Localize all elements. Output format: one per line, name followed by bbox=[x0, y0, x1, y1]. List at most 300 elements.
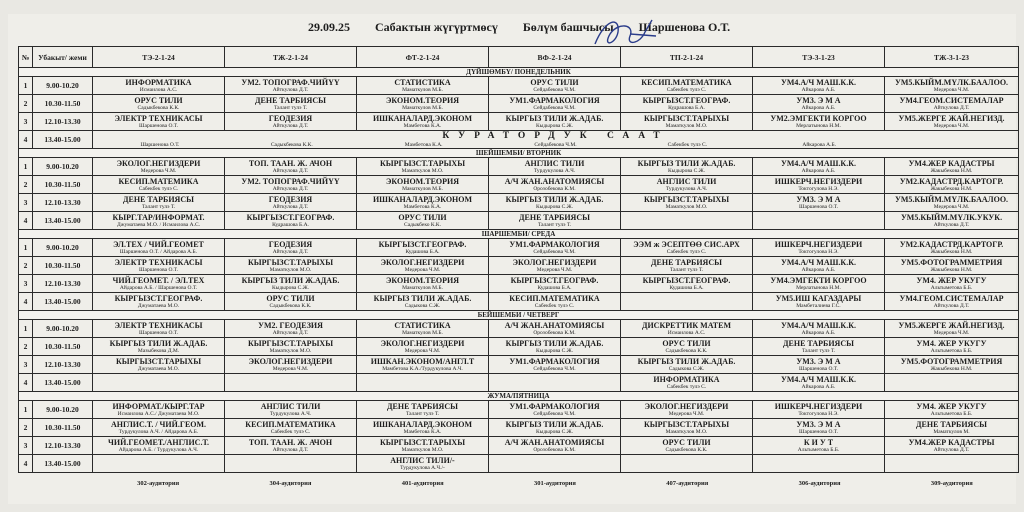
auditorium-label: 407-аудитория bbox=[666, 480, 709, 487]
lesson-cell bbox=[885, 194, 1019, 212]
lesson-row bbox=[19, 374, 1019, 392]
teacher-name: Айкарова А.Б. bbox=[801, 105, 836, 111]
teacher-name: Кыдырова С.Ж. bbox=[535, 204, 574, 210]
subject-name: ОРУС ТИЛИ bbox=[266, 294, 315, 303]
teacher-name: Джуматаева М.О. bbox=[137, 303, 180, 309]
teacher-name: Альтыметова Б.Б. bbox=[930, 285, 973, 291]
lesson-cell bbox=[357, 257, 489, 275]
subject-name: ЭКОЛОГ.НЕГИЗДЕРИ bbox=[380, 258, 465, 267]
teacher-name: Жакыбекова Н.М. bbox=[930, 267, 973, 273]
lesson-number: 3 bbox=[19, 356, 33, 374]
teacher-name: Садыкбекова К.К. bbox=[270, 142, 313, 148]
subject-name: УМ5.КЫЙМ.МҮЛК.БААЛОО. bbox=[894, 78, 1009, 87]
teacher-name: Айткулова Д.Т. bbox=[272, 330, 309, 336]
teacher-name: Айкарова А.Б. bbox=[801, 267, 836, 273]
lesson-time: 12.10-13.30 bbox=[33, 194, 93, 212]
lesson-cell bbox=[93, 212, 225, 230]
lesson-cell bbox=[489, 374, 621, 392]
subject-name: К И У Т bbox=[803, 438, 834, 447]
teacher-name: Медерова Ч.М. bbox=[404, 348, 441, 354]
lesson-cell bbox=[885, 176, 1019, 194]
teacher-name: Медерова Ч.М. bbox=[933, 87, 970, 93]
lesson-cell bbox=[621, 437, 753, 455]
subject-name: УМ3. Э М А bbox=[796, 420, 841, 429]
subject-name: КЫРГЫЗСТ.ГЕОГРАФ. bbox=[246, 213, 335, 222]
lesson-cell bbox=[225, 455, 357, 473]
teacher-name: Маматкулов М.Б. bbox=[402, 105, 443, 111]
lesson-row bbox=[19, 239, 1019, 257]
subject-name: ИНФОРМАТИКА bbox=[125, 78, 192, 87]
day-name: БЕЙШЕМБИ / ЧЕТВЕРГ bbox=[19, 311, 1019, 320]
lesson-time: 10.30-11.50 bbox=[33, 338, 93, 356]
lesson-cell bbox=[885, 239, 1019, 257]
lesson-cell bbox=[621, 257, 753, 275]
col-group: ТЖ-3-1-23 bbox=[885, 47, 1019, 68]
subject-name: ГЕОДЕЗИЯ bbox=[268, 195, 313, 204]
teacher-name: Талант тулэ Т. bbox=[669, 267, 704, 273]
subject-name: УМ5.КЫЙМ.МҮЛК.БААЛОО. bbox=[894, 195, 1009, 204]
lesson-cell bbox=[621, 113, 753, 131]
lesson-cell bbox=[489, 95, 621, 113]
lesson-row bbox=[19, 320, 1019, 338]
lesson-number: 1 bbox=[19, 401, 33, 419]
lesson-cell bbox=[885, 419, 1019, 437]
subject-name: УМ3. Э М А bbox=[796, 357, 841, 366]
subject-name: ОРУС ТИЛИ bbox=[662, 339, 711, 348]
teacher-name: Кудрашова Б.А. bbox=[668, 105, 705, 111]
curator-hour bbox=[93, 131, 1019, 149]
subject-name: УМ4.ГЕОМ.СИСТЕМАЛАР bbox=[899, 96, 1004, 105]
teacher-name: Маматкулов М. bbox=[933, 429, 970, 435]
subject-name: ОРУС ТИЛИ bbox=[530, 78, 579, 87]
lesson-number: 2 bbox=[19, 257, 33, 275]
lesson-row bbox=[19, 158, 1019, 176]
lesson-number: 4 bbox=[19, 374, 33, 392]
teacher-name: Шаршенова О.Т. bbox=[139, 330, 178, 336]
head-name: Шаршенова О.Т. bbox=[638, 20, 731, 34]
lesson-cell bbox=[489, 338, 621, 356]
subject-name: УМ2.ЭМГЕКТИ КОРГОО bbox=[770, 114, 867, 123]
teacher-name: Альтыметова Б.Б. bbox=[797, 447, 840, 453]
auditorium-label: 301-аудитория bbox=[534, 480, 576, 487]
lesson-row bbox=[19, 131, 1019, 149]
lesson-cell bbox=[489, 212, 621, 230]
teacher-name: Сабекбек тулэ С. bbox=[667, 142, 708, 148]
lesson-cell bbox=[357, 194, 489, 212]
lesson-number: 3 bbox=[19, 113, 33, 131]
day-name: ДҮЙШӨМБҮ/ ПОНЕДЕЛЬНИК bbox=[19, 68, 1019, 77]
day-name: ЖУМА/ПЯТНИЦА bbox=[19, 392, 1019, 401]
subject-name: ДЕНЕ ТАРБИЯСЫ bbox=[519, 213, 590, 222]
lesson-cell bbox=[753, 293, 885, 311]
lesson-cell bbox=[621, 455, 753, 473]
subject-name: КЫРГЫЗ ТИЛИ Ж.АДАБ. bbox=[505, 339, 604, 348]
lesson-row bbox=[19, 176, 1019, 194]
day-row bbox=[19, 230, 1019, 239]
lesson-cell bbox=[93, 320, 225, 338]
subject-name: ДЕНЕ ТАРБИЯСЫ bbox=[387, 402, 458, 411]
lesson-cell bbox=[753, 239, 885, 257]
subject-name: ОРУС ТИЛИ bbox=[398, 213, 447, 222]
day-row bbox=[19, 68, 1019, 77]
subject-name: ОРУС ТИЛИ bbox=[662, 438, 711, 447]
lesson-cell bbox=[753, 158, 885, 176]
day-name: ШЕЙШЕМБИ/ ВТОРНИК bbox=[19, 149, 1019, 158]
subject-name: ИШКАНАЛАРД.ЭКОНОМ bbox=[372, 114, 473, 123]
subject-name: КЫРГ.ТАР/ИНФОРМАТ. bbox=[112, 213, 205, 222]
teacher-name: Маматкулов М.О. bbox=[665, 429, 708, 435]
subject-name: КЫРГЫЗСТ.ТАРЫХЫ bbox=[379, 438, 466, 447]
lesson-cell bbox=[885, 338, 1019, 356]
teacher-name: Кыдырова С.Ж. bbox=[535, 429, 574, 435]
lesson-cell bbox=[357, 212, 489, 230]
lesson-cell bbox=[357, 374, 489, 392]
lesson-cell bbox=[885, 275, 1019, 293]
lesson-cell bbox=[357, 158, 489, 176]
teacher-name: Айткулова Д.Т. bbox=[272, 168, 309, 174]
teacher-name: Турдукулова А.Ч. bbox=[533, 168, 576, 174]
teacher-name: Орозобекова К.М. bbox=[533, 186, 576, 192]
subject-name: УМ1.ФАРМАКОЛОГИЯ bbox=[509, 402, 600, 411]
lesson-number: 1 bbox=[19, 320, 33, 338]
subject-name: ЧИЙ.ГЕОМЕТ. / ЭЛ.ТЕХ bbox=[112, 276, 205, 285]
teacher-name: Айкарова А.Б. bbox=[801, 330, 836, 336]
subject-name: КЫРГЫЗСТ.ТАРЫХЫ bbox=[643, 114, 730, 123]
subject-name: ГЕОДЕЗИЯ bbox=[268, 240, 313, 249]
lesson-cell bbox=[753, 338, 885, 356]
lesson-row bbox=[19, 338, 1019, 356]
subject-name: УМ5.ЖЕРГЕ ЖАЙ.НЕГИЗД. bbox=[898, 114, 1005, 123]
subject-name: А/Ч ЖАН.АНАТОМИЯСЫ bbox=[504, 321, 605, 330]
lesson-cell bbox=[753, 176, 885, 194]
col-group: ТЭ-3-1-23 bbox=[753, 47, 885, 68]
subject-name: ТОП. ТААН. Ж. АЧОН bbox=[248, 159, 333, 168]
teacher-name: Айткулова Д.Т. bbox=[933, 303, 970, 309]
head-label: Бөлүм башчысы bbox=[522, 20, 614, 34]
day-name: ШАРШЕМБИ/ СРЕДА bbox=[19, 230, 1019, 239]
lesson-cell bbox=[621, 338, 753, 356]
subject-name: ЭКОЛОГ.НЕГИЗДЕРИ bbox=[512, 258, 597, 267]
subject-name: УМ5.ИШ КАГАЗДАРЫ bbox=[775, 294, 862, 303]
lesson-cell bbox=[621, 194, 753, 212]
teacher-name: Сейдабекова Ч.М. bbox=[534, 142, 577, 148]
subject-name: КЫРГЫЗ ТИЛИ Ж.АДАБ. bbox=[637, 159, 736, 168]
lesson-number: 3 bbox=[19, 194, 33, 212]
day-row bbox=[19, 392, 1019, 401]
teacher-name: Кыдырова С.Ж. bbox=[667, 168, 706, 174]
auditorium-row bbox=[18, 480, 1018, 487]
lesson-cell bbox=[489, 356, 621, 374]
lesson-cell bbox=[489, 176, 621, 194]
teacher-name: Кыдырова С.Ж. bbox=[535, 123, 574, 129]
subject-name: УМ2.КАДАСТРД.КАРТОГР. bbox=[899, 240, 1004, 249]
subject-name: УМ5.ЖЕРГЕ ЖАЙ.НЕГИЗД. bbox=[898, 321, 1005, 330]
teacher-name: Айткулова Д.Т. bbox=[933, 447, 970, 453]
teacher-name: Жакыбекова Н.М. bbox=[930, 186, 973, 192]
lesson-cell bbox=[225, 113, 357, 131]
lesson-cell bbox=[885, 356, 1019, 374]
lesson-cell bbox=[753, 419, 885, 437]
day-row bbox=[19, 311, 1019, 320]
subject-name: ДЕНЕ ТАРБИЯСЫ bbox=[783, 339, 854, 348]
subject-name: УМ4.ГЕОМ.СИСТЕМАЛАР bbox=[899, 294, 1004, 303]
lesson-cell bbox=[93, 275, 225, 293]
lesson-cell bbox=[225, 194, 357, 212]
schedule-table bbox=[18, 46, 1019, 473]
teacher-name bbox=[885, 142, 1017, 148]
teacher-name: Сейдабекова Ч.М. bbox=[533, 105, 576, 111]
subject-name: УМ1.ФАРМАКОЛОГИЯ bbox=[509, 96, 600, 105]
lesson-number: 2 bbox=[19, 419, 33, 437]
subject-name: ТОП. ТААН. Ж. АЧОН bbox=[248, 438, 333, 447]
subject-name: КЫРГЫЗСТ.ТАРЫХЫ bbox=[643, 420, 730, 429]
department-title: Сабактын жүгүртмөсү bbox=[375, 20, 498, 34]
lesson-cell bbox=[753, 95, 885, 113]
teacher-name: Мамбетова К.А. bbox=[403, 123, 442, 129]
teacher-name: Медерова Ч.М. bbox=[933, 123, 970, 129]
lesson-row bbox=[19, 257, 1019, 275]
teacher-name: Мерлатынова Н.М. bbox=[796, 123, 841, 129]
lesson-cell bbox=[489, 320, 621, 338]
lesson-cell bbox=[885, 320, 1019, 338]
teacher-name: Садыкбеко К.К. bbox=[404, 222, 441, 228]
teacher-name: Айдарова А.Б. / Турдукулова А.Ч. bbox=[118, 447, 199, 453]
lesson-cell bbox=[225, 77, 357, 95]
subject-name: ДЕНЕ ТАРБИЯСЫ bbox=[651, 258, 722, 267]
teacher-name: Маматкулов М.О. bbox=[401, 168, 444, 174]
teacher-name: Мамбетова К.А. bbox=[403, 429, 442, 435]
lesson-time: 13.40-15.00 bbox=[33, 374, 93, 392]
lesson-row bbox=[19, 455, 1019, 473]
lesson-cell bbox=[885, 212, 1019, 230]
subject-name: УМ4. ЖЕР УКУГУ bbox=[916, 402, 987, 411]
lesson-cell bbox=[885, 257, 1019, 275]
subject-name: ИШКАНАЛАРД.ЭКОНОМ bbox=[372, 195, 473, 204]
subject-name: УМ4.А/Ч МАШ.К.К. bbox=[780, 78, 856, 87]
subject-name: КЫРГЫЗСТ.ГЕОГРАФ. bbox=[378, 240, 467, 249]
teacher-name: Исмаилова А.С. bbox=[139, 87, 178, 93]
teacher-name: Мерлатынова Н.М. bbox=[796, 285, 841, 291]
lesson-number: 4 bbox=[19, 293, 33, 311]
teacher-name: Турдукулова А.Ч. bbox=[269, 411, 312, 417]
subject-name: УМ2. ГЕОДЕЗИЯ bbox=[258, 321, 323, 330]
lesson-cell bbox=[753, 437, 885, 455]
lesson-cell bbox=[621, 158, 753, 176]
lesson-cell bbox=[225, 158, 357, 176]
lesson-number: 1 bbox=[19, 158, 33, 176]
col-group: ФТ-2-1-24 bbox=[357, 47, 489, 68]
subject-name: КЫРГЫЗСТ.ТАРЫХЫ bbox=[247, 339, 334, 348]
lesson-time: 10.30-11.50 bbox=[33, 176, 93, 194]
auditorium-label: 401-аудитория bbox=[401, 480, 444, 487]
teacher-name: Айткулова Д.Т. bbox=[272, 249, 309, 255]
teacher-name: Мамбетова К.А./Турдукулова А.Ч. bbox=[382, 366, 463, 372]
lesson-cell bbox=[357, 455, 489, 473]
teacher-name: Шаршенова О.Т. bbox=[140, 142, 180, 148]
lesson-cell bbox=[225, 338, 357, 356]
lesson-cell bbox=[621, 176, 753, 194]
lesson-time: 13.40-15.00 bbox=[33, 455, 93, 473]
teacher-name: Альтыметова Б.Б. bbox=[930, 348, 973, 354]
lesson-cell bbox=[93, 257, 225, 275]
lesson-cell bbox=[621, 212, 753, 230]
lesson-cell bbox=[93, 419, 225, 437]
lesson-cell bbox=[885, 374, 1019, 392]
lesson-cell bbox=[357, 419, 489, 437]
teacher-name: Токтогулова Н.Э. bbox=[798, 249, 839, 255]
subject-name: ДИСКРЕТТИК МАТЕМ bbox=[641, 321, 732, 330]
lesson-time: 9.00-10.20 bbox=[33, 158, 93, 176]
teacher-name: Сабекбек тулэ С. bbox=[138, 186, 179, 192]
lesson-cell bbox=[225, 95, 357, 113]
lesson-cell bbox=[225, 293, 357, 311]
lesson-cell bbox=[225, 275, 357, 293]
subject-name: УМ4.А/Ч МАШ.К.К. bbox=[780, 321, 856, 330]
schedule-sheet bbox=[8, 14, 1016, 504]
auditorium-label: 309-аудитория bbox=[930, 480, 973, 487]
lesson-cell bbox=[225, 374, 357, 392]
lesson-cell bbox=[93, 293, 225, 311]
lesson-cell bbox=[357, 356, 489, 374]
lesson-cell bbox=[93, 437, 225, 455]
subject-name: КЫРГЫЗСТ.ГЕОГРАФ. bbox=[642, 96, 731, 105]
lesson-cell bbox=[621, 320, 753, 338]
subject-name: ЭКОЛОГ.НЕГИЗДЕРИ bbox=[380, 339, 465, 348]
lesson-row bbox=[19, 95, 1019, 113]
subject-name: КЫРГЫЗ ТИЛИ Ж.АДАБ. bbox=[505, 114, 604, 123]
lesson-cell bbox=[93, 338, 225, 356]
teacher-name: Медерова Ч.М. bbox=[668, 411, 705, 417]
lesson-cell bbox=[489, 293, 621, 311]
subject-name: ИНФОРМАТ./КЫРГ.ТАР bbox=[112, 402, 205, 411]
subject-name: АНГЛИС ТИЛИ/- bbox=[390, 456, 455, 465]
teacher-name: Маматкулов М.О. bbox=[665, 123, 708, 129]
teacher-name: Мамбеталиева Г.С. bbox=[796, 303, 841, 309]
subject-name: КЕСИП.МАТЕМАТИКА bbox=[641, 78, 732, 87]
lesson-cell bbox=[885, 95, 1019, 113]
teacher-name: Турдукулова А.Ч./- bbox=[400, 465, 445, 471]
subject-name: УМ5.КЫЙМ.МҮЛК.УКУК. bbox=[900, 213, 1003, 222]
subject-name: КЕСИП.МАТЕМАТИКА bbox=[509, 294, 600, 303]
lesson-number: 2 bbox=[19, 338, 33, 356]
lesson-cell bbox=[225, 401, 357, 419]
lesson-cell bbox=[885, 77, 1019, 95]
document-header bbox=[308, 20, 828, 44]
curator-names bbox=[94, 142, 1017, 148]
lesson-cell bbox=[93, 194, 225, 212]
auditorium-label: 306-аудитория bbox=[798, 480, 841, 487]
subject-name: КЫРГЫЗ ТИЛИ Ж.АДАБ. bbox=[505, 420, 604, 429]
subject-name: УМ4.А/Ч МАШ.К.К. bbox=[780, 159, 856, 168]
subject-name: ЭКОЛОГ.НЕГИЗДЕРИ bbox=[116, 159, 201, 168]
lesson-cell bbox=[93, 356, 225, 374]
lesson-cell bbox=[357, 95, 489, 113]
subject-name: ИНФОРМАТИКА bbox=[653, 375, 720, 384]
lesson-cell bbox=[357, 320, 489, 338]
lesson-number: 4 bbox=[19, 455, 33, 473]
lesson-cell bbox=[93, 239, 225, 257]
lesson-cell bbox=[489, 401, 621, 419]
subject-name: ОРУС ТИЛИ bbox=[134, 96, 183, 105]
col-number: № bbox=[19, 47, 33, 68]
teacher-name: Турдукулова А.Ч. / Айдарова А.Б. bbox=[118, 429, 199, 435]
lesson-row bbox=[19, 419, 1019, 437]
lesson-cell bbox=[93, 113, 225, 131]
lesson-row bbox=[19, 194, 1019, 212]
subject-name: ИШКЕРЧ.НЕГИЗДЕРИ bbox=[774, 177, 863, 186]
lesson-time: 9.00-10.20 bbox=[33, 77, 93, 95]
lesson-cell bbox=[357, 338, 489, 356]
lesson-cell bbox=[489, 194, 621, 212]
teacher-name: Исмаилова А.С. bbox=[667, 330, 706, 336]
subject-name: КЫРГЫЗ ТИЛИ Ж.АДАБ. bbox=[373, 294, 472, 303]
teacher-name: Айткулова Д.Т. bbox=[272, 186, 309, 192]
teacher-name: Медерова Ч.М. bbox=[933, 204, 970, 210]
teacher-name: Медерова Ч.М. bbox=[536, 267, 573, 273]
lesson-cell bbox=[357, 275, 489, 293]
teacher-name: Сейдабекова Ч.М. bbox=[533, 411, 576, 417]
subject-name: АНГЛИС.Т. / ЧИЙ.ГЕОМ. bbox=[110, 420, 207, 429]
subject-name: УМ2. ТОПОГРАФ.ЧИЙҮҮ bbox=[241, 177, 340, 186]
lesson-cell bbox=[489, 257, 621, 275]
col-group: ТЖ-2-1-24 bbox=[225, 47, 357, 68]
lesson-cell bbox=[621, 77, 753, 95]
teacher-name: Медерова Ч.М. bbox=[140, 168, 177, 174]
teacher-name: Маматкулов М.Б. bbox=[402, 330, 443, 336]
subject-name: КЫРГЫЗ ТИЛИ Ж.АДАБ. bbox=[241, 276, 340, 285]
lesson-cell bbox=[225, 437, 357, 455]
subject-name: ЭКОНОМ.ТЕОРИЯ bbox=[385, 96, 460, 105]
lesson-time: 12.10-13.30 bbox=[33, 113, 93, 131]
lesson-cell bbox=[753, 77, 885, 95]
lesson-time: 9.00-10.20 bbox=[33, 401, 93, 419]
teacher-name: Садыкова С.Ж. bbox=[668, 366, 705, 372]
day-row bbox=[19, 149, 1019, 158]
lesson-cell bbox=[489, 437, 621, 455]
schedule-body bbox=[19, 68, 1019, 473]
lesson-cell bbox=[753, 455, 885, 473]
lesson-cell bbox=[885, 437, 1019, 455]
teacher-name: Садыкбекова К.К. bbox=[269, 303, 312, 309]
teacher-name: Маматкулов М.О. bbox=[401, 447, 444, 453]
teacher-name: Талант тулэ Т. bbox=[273, 105, 308, 111]
subject-name: СТАТИСТИКА bbox=[394, 78, 451, 87]
lesson-time: 12.10-13.30 bbox=[33, 437, 93, 455]
lesson-cell bbox=[489, 455, 621, 473]
teacher-name: Шаршенова О.Т. bbox=[799, 429, 838, 435]
subject-name: ЭЛЕКТР ТЕХНИКАСЫ bbox=[114, 114, 203, 123]
subject-name: АНГЛИС ТИЛИ bbox=[656, 177, 717, 186]
teacher-name: Кыдырова С.Ж. bbox=[535, 348, 574, 354]
lesson-cell bbox=[885, 293, 1019, 311]
lesson-time: 12.10-13.30 bbox=[33, 275, 93, 293]
teacher-name: Кудашова Б.А. bbox=[537, 285, 572, 291]
subject-name: КЫРГЫЗ ТИЛИ Ж.АДАБ. bbox=[505, 195, 604, 204]
teacher-name: Исмаилова А.С./ Джуматаева М.О. bbox=[117, 411, 200, 417]
lesson-cell bbox=[753, 113, 885, 131]
subject-name: УМ4.А/Ч МАШ.К.К. bbox=[780, 375, 856, 384]
lesson-row bbox=[19, 293, 1019, 311]
teacher-name: Токтогулова Н.Э. bbox=[798, 186, 839, 192]
subject-name: УМ4.ЭМГЕКТИ КОРГОО bbox=[770, 276, 867, 285]
lesson-cell bbox=[489, 113, 621, 131]
lesson-cell bbox=[225, 320, 357, 338]
lesson-cell bbox=[93, 158, 225, 176]
lesson-cell bbox=[489, 275, 621, 293]
subject-name: ЭЛЕКТР ТЕХНИКАСЫ bbox=[114, 321, 203, 330]
lesson-cell bbox=[225, 212, 357, 230]
subject-name: УМ1.ФАРМАКОЛОГИЯ bbox=[509, 357, 600, 366]
